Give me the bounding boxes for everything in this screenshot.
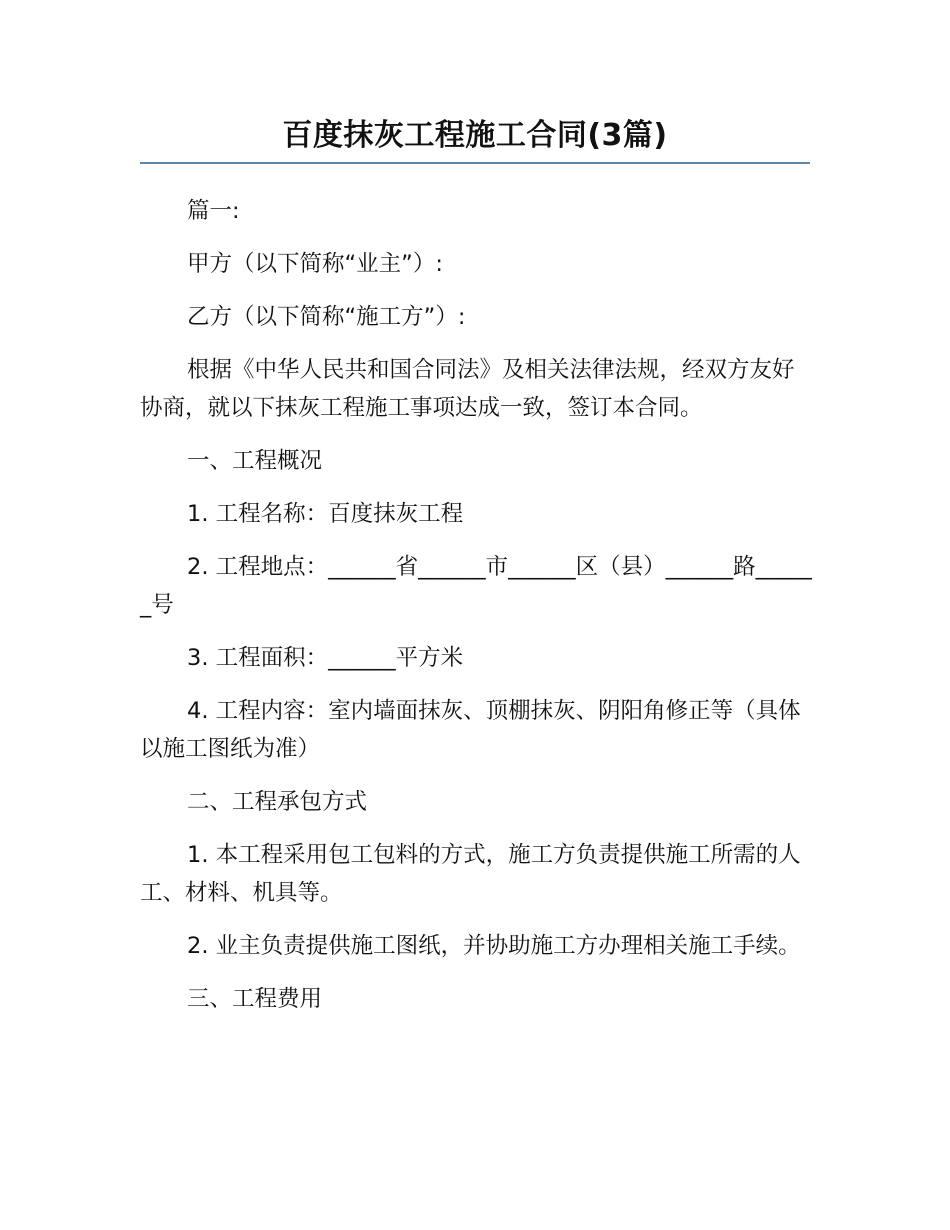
party-a-line: 甲方（以下简称“业主”）: [187, 251, 443, 277]
document-title: 百度抹灰工程施工合同(3篇) [282, 118, 668, 153]
party-b-line: 乙方（以下简称“施工方”）: [187, 304, 466, 330]
clause-item: 2. 业主负责提供施工图纸，并协助施工方办理相关施工手续。 [187, 933, 801, 959]
clause-item: 4. 工程内容：室内墙面抹灰、顶棚抹灰、阴阳角修正等（具体以施工图纸为准） [140, 698, 801, 762]
title-underline [140, 162, 810, 164]
preamble-paragraph: 根据《中华人民共和国合同法》及相关法律法规，经双方友好协商，就以下抹灰工程施工事项达成一致，签订本合同。 [140, 357, 795, 421]
clause-item: 1. 本工程采用包工包料的方式，施工方负责提供施工所需的人工、材料、机具等。 [140, 842, 801, 906]
clause-item: 1. 工程名称：百度抹灰工程 [187, 501, 464, 527]
clause-item: 2. 工程地点：______省______市______区（县）______路______号 [140, 554, 812, 618]
section-heading: 三、工程费用 [187, 986, 323, 1012]
section-label: 篇一: [187, 198, 240, 224]
document-body [140, 192, 812, 1033]
clause-item: 3. 工程面积：______平方米 [187, 645, 464, 671]
section-heading: 二、工程承包方式 [187, 789, 368, 815]
section-heading: 一、工程概况 [187, 448, 323, 474]
